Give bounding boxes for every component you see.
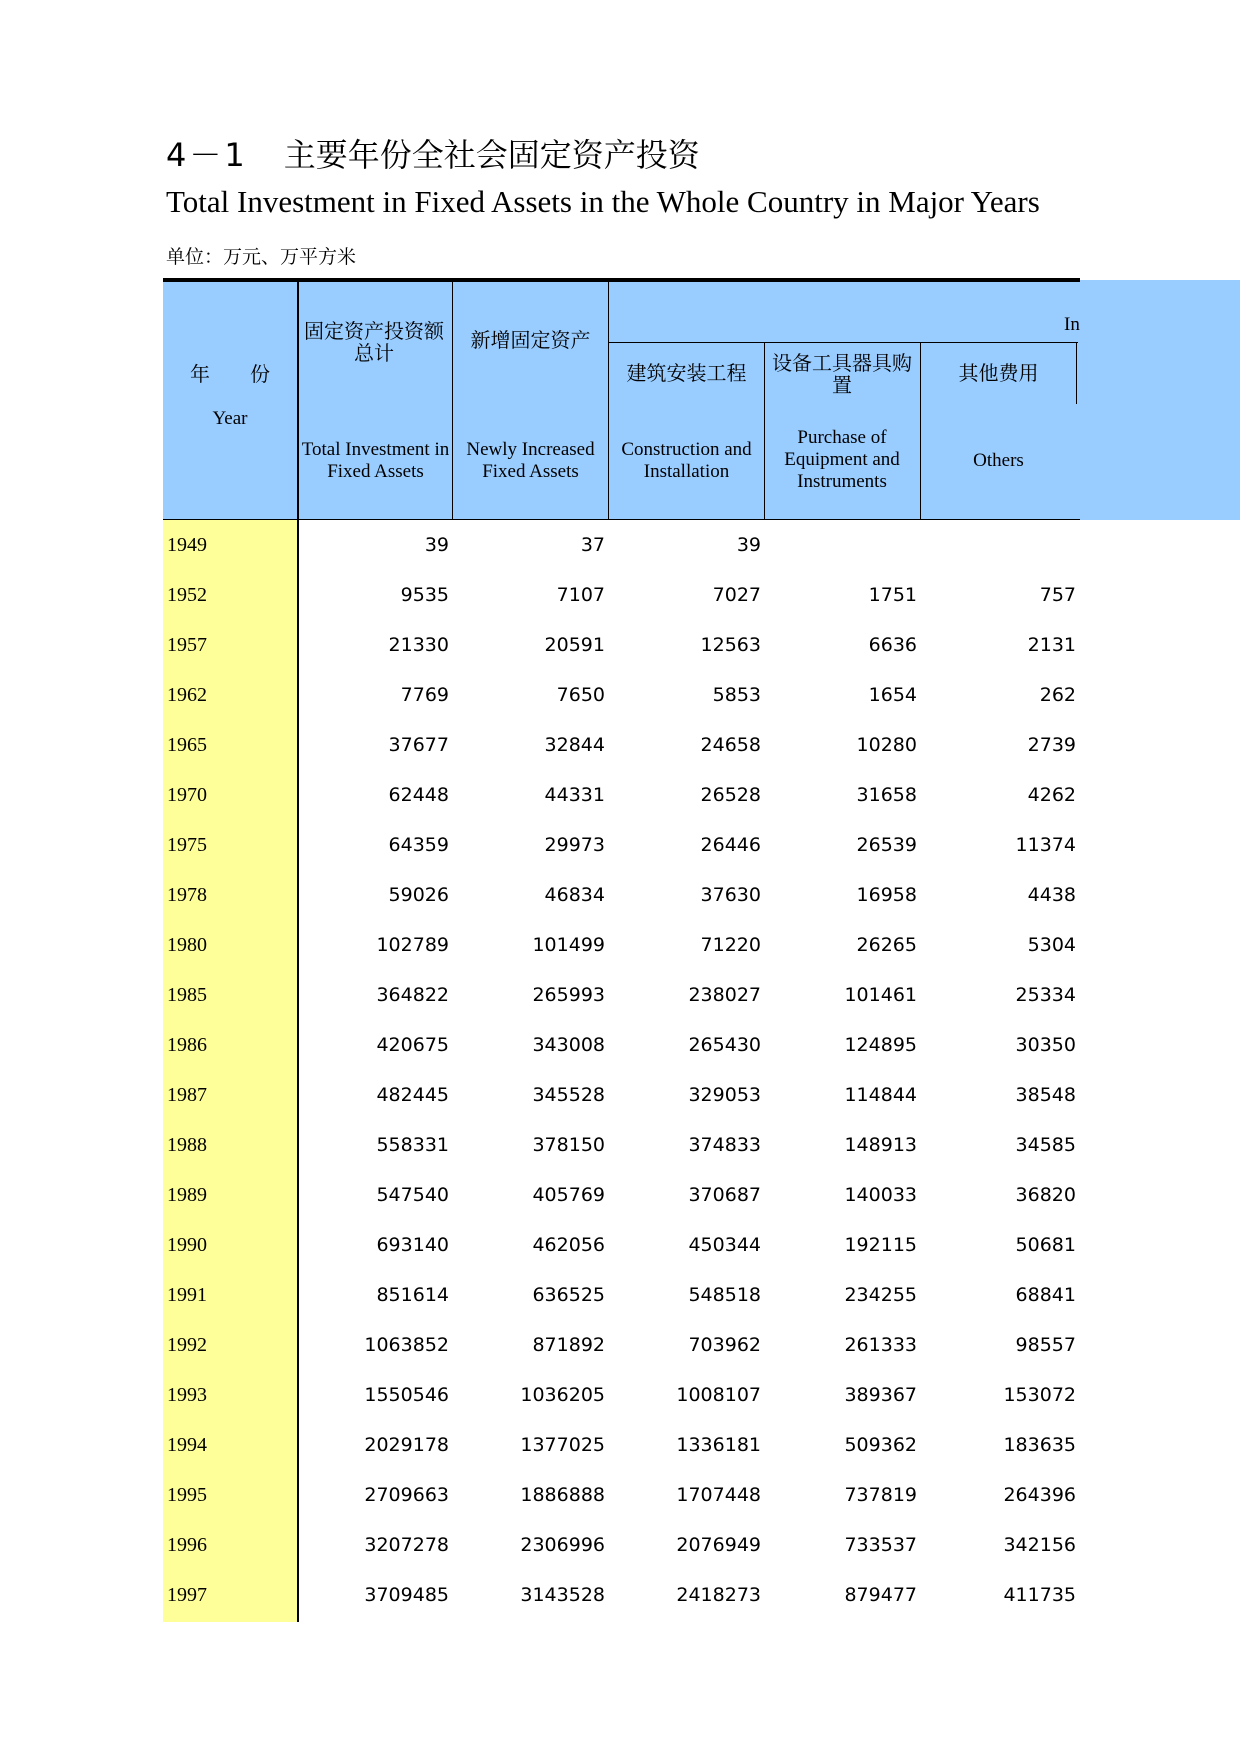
header-others-cn: 其他费用 bbox=[958, 361, 1039, 385]
others-cell: 30350 bbox=[1015, 1034, 1076, 1056]
unit-label: 单位：万元、万平方米 bbox=[166, 246, 357, 268]
header-construction-cn: 建筑安装工程 bbox=[626, 361, 747, 385]
header-construction-en: Construction and Installation bbox=[621, 439, 752, 482]
construction-cell: 1336181 bbox=[676, 1434, 761, 1456]
construction-cell: 26528 bbox=[700, 784, 761, 806]
page-title-english: Total Investment in Fixed Assets in the Whole Country in Major Years bbox=[166, 184, 1040, 219]
year-cell: 1978 bbox=[167, 884, 207, 906]
newly-increased-cell: 1036205 bbox=[520, 1384, 605, 1406]
others-cell: 25334 bbox=[1015, 984, 1076, 1006]
others-cell: 34585 bbox=[1015, 1134, 1076, 1156]
total-investment-cell: 9535 bbox=[400, 584, 449, 606]
table-row bbox=[163, 1320, 1080, 1370]
title-chinese-text: 主要年份全社会固定资产投资 bbox=[283, 136, 700, 174]
table-row bbox=[163, 570, 1080, 620]
construction-cell: 24658 bbox=[700, 734, 761, 756]
equipment-cell: 148913 bbox=[844, 1134, 917, 1156]
construction-cell: 265430 bbox=[688, 1034, 761, 1056]
newly-increased-cell: 37 bbox=[580, 534, 605, 556]
newly-increased-cell: 44331 bbox=[544, 784, 605, 806]
year-cell: 1952 bbox=[167, 584, 207, 606]
construction-cell: 329053 bbox=[688, 1084, 761, 1106]
others-cell: 264396 bbox=[1003, 1484, 1076, 1506]
construction-cell: 12563 bbox=[700, 634, 761, 656]
equipment-cell: 737819 bbox=[844, 1484, 917, 1506]
year-cell: 1996 bbox=[167, 1534, 207, 1556]
header-equipment-cn: 设备工具器具购置 bbox=[772, 351, 912, 397]
total-investment-cell: 64359 bbox=[388, 834, 449, 856]
newly-increased-cell: 462056 bbox=[532, 1234, 605, 1256]
total-investment-cell: 3709485 bbox=[364, 1584, 449, 1606]
construction-cell: 2076949 bbox=[676, 1534, 761, 1556]
equipment-cell: 879477 bbox=[844, 1584, 917, 1606]
total-investment-cell: 2709663 bbox=[364, 1484, 449, 1506]
construction-cell: 2418273 bbox=[676, 1584, 761, 1606]
table-row bbox=[163, 820, 1080, 870]
year-cell: 1986 bbox=[167, 1034, 207, 1056]
newly-increased-cell: 1886888 bbox=[520, 1484, 605, 1506]
construction-cell: 374833 bbox=[688, 1134, 761, 1156]
equipment-cell: 192115 bbox=[844, 1234, 917, 1256]
equipment-cell: 124895 bbox=[844, 1034, 917, 1056]
total-investment-cell: 364822 bbox=[376, 984, 449, 1006]
total-investment-cell: 851614 bbox=[376, 1284, 449, 1306]
header-total-en: Total Investment in Fixed Assets bbox=[301, 439, 450, 482]
table-row bbox=[163, 1070, 1080, 1120]
table-row bbox=[163, 870, 1080, 920]
table-row bbox=[163, 1420, 1080, 1470]
header-divider bbox=[452, 282, 453, 520]
header-total-cn: 固定资产投资额总计 bbox=[304, 319, 444, 365]
table-row bbox=[163, 970, 1080, 1020]
construction-cell: 1008107 bbox=[676, 1384, 761, 1406]
page-title-english-wrap bbox=[166, 184, 1080, 228]
header-divider bbox=[297, 282, 299, 520]
newly-increased-cell: 32844 bbox=[544, 734, 605, 756]
total-investment-cell: 482445 bbox=[376, 1084, 449, 1106]
table-row bbox=[163, 520, 1080, 570]
table-row bbox=[163, 1470, 1080, 1520]
others-cell: 36820 bbox=[1015, 1184, 1076, 1206]
total-investment-cell: 7769 bbox=[400, 684, 449, 706]
total-investment-cell: 1063852 bbox=[364, 1334, 449, 1356]
header-equipment-en: Purchase of Equipment and Instruments bbox=[784, 427, 900, 492]
others-cell: 411735 bbox=[1003, 1584, 1076, 1606]
year-cell: 1994 bbox=[167, 1434, 207, 1456]
construction-cell: 39 bbox=[736, 534, 761, 556]
year-cell: 1988 bbox=[167, 1134, 207, 1156]
table-row bbox=[163, 1220, 1080, 1270]
others-cell: 262 bbox=[1039, 684, 1076, 706]
construction-cell: 26446 bbox=[700, 834, 761, 856]
construction-cell: 238027 bbox=[688, 984, 761, 1006]
equipment-cell: 10280 bbox=[856, 734, 917, 756]
total-investment-cell: 3207278 bbox=[364, 1534, 449, 1556]
others-cell: 342156 bbox=[1003, 1534, 1076, 1556]
total-investment-cell: 2029178 bbox=[364, 1434, 449, 1456]
header-others-en: Others bbox=[973, 450, 1024, 471]
header-new-cn: 新增固定资产 bbox=[470, 328, 591, 352]
total-investment-cell: 102789 bbox=[376, 934, 449, 956]
table-row bbox=[163, 720, 1080, 770]
others-cell: 757 bbox=[1039, 584, 1076, 606]
others-cell: 98557 bbox=[1015, 1334, 1076, 1356]
total-investment-cell: 547540 bbox=[376, 1184, 449, 1206]
total-investment-cell: 59026 bbox=[388, 884, 449, 906]
table-row bbox=[163, 1020, 1080, 1070]
table-row bbox=[163, 1270, 1080, 1320]
table-row bbox=[163, 620, 1080, 670]
newly-increased-cell: 405769 bbox=[532, 1184, 605, 1206]
year-cell: 1985 bbox=[167, 984, 207, 1006]
total-investment-cell: 62448 bbox=[388, 784, 449, 806]
others-cell: 2739 bbox=[1027, 734, 1076, 756]
year-cell: 1991 bbox=[167, 1284, 207, 1306]
newly-increased-cell: 7650 bbox=[556, 684, 605, 706]
equipment-cell: 26265 bbox=[856, 934, 917, 956]
year-cell: 1990 bbox=[167, 1234, 207, 1256]
table-row bbox=[163, 1170, 1080, 1220]
equipment-cell: 261333 bbox=[844, 1334, 917, 1356]
year-cell: 1997 bbox=[167, 1584, 207, 1606]
header-divider bbox=[608, 282, 609, 520]
table-header bbox=[163, 282, 1080, 520]
total-investment-cell: 39 bbox=[424, 534, 449, 556]
equipment-cell: 101461 bbox=[844, 984, 917, 1006]
header-year-en: Year bbox=[212, 408, 248, 429]
newly-increased-cell: 101499 bbox=[532, 934, 605, 956]
year-cell: 1993 bbox=[167, 1384, 207, 1406]
year-cell: 1970 bbox=[167, 784, 207, 806]
others-cell: 2131 bbox=[1027, 634, 1076, 656]
newly-increased-cell: 378150 bbox=[532, 1134, 605, 1156]
total-investment-cell: 21330 bbox=[388, 634, 449, 656]
others-cell: 4438 bbox=[1027, 884, 1076, 906]
construction-cell: 450344 bbox=[688, 1234, 761, 1256]
equipment-cell: 234255 bbox=[844, 1284, 917, 1306]
year-cell: 1987 bbox=[167, 1084, 207, 1106]
others-cell: 50681 bbox=[1015, 1234, 1076, 1256]
construction-cell: 7027 bbox=[712, 584, 761, 606]
construction-cell: 703962 bbox=[688, 1334, 761, 1356]
others-cell: 5304 bbox=[1027, 934, 1076, 956]
others-cell bbox=[927, 520, 1076, 570]
construction-cell: 370687 bbox=[688, 1184, 761, 1206]
construction-cell: 5853 bbox=[712, 684, 761, 706]
total-investment-cell: 420675 bbox=[376, 1034, 449, 1056]
newly-increased-cell: 2306996 bbox=[520, 1534, 605, 1556]
newly-increased-cell: 343008 bbox=[532, 1034, 605, 1056]
year-cell: 1962 bbox=[167, 684, 207, 706]
year-cell: 1957 bbox=[167, 634, 207, 656]
header-year-cn: 年 份 bbox=[190, 362, 270, 386]
total-investment-cell: 693140 bbox=[376, 1234, 449, 1256]
header-new-en: Newly Increased Fixed Assets bbox=[466, 439, 595, 482]
year-cell: 1949 bbox=[167, 534, 207, 556]
newly-increased-cell: 29973 bbox=[544, 834, 605, 856]
others-cell: 183635 bbox=[1003, 1434, 1076, 1456]
group-header-rule bbox=[608, 342, 1078, 343]
newly-increased-cell: 7107 bbox=[556, 584, 605, 606]
table-row bbox=[163, 1370, 1080, 1420]
year-cell: 1992 bbox=[167, 1334, 207, 1356]
year-cell: 1980 bbox=[167, 934, 207, 956]
construction-cell: 1707448 bbox=[676, 1484, 761, 1506]
newly-increased-cell: 871892 bbox=[532, 1334, 605, 1356]
construction-cell: 71220 bbox=[700, 934, 761, 956]
page-title-chinese bbox=[166, 130, 700, 176]
header-overflow-band bbox=[1080, 280, 1240, 520]
newly-increased-cell: 636525 bbox=[532, 1284, 605, 1306]
equipment-cell: 31658 bbox=[856, 784, 917, 806]
equipment-cell: 114844 bbox=[844, 1084, 917, 1106]
others-cell: 11374 bbox=[1015, 834, 1076, 856]
year-cell: 1989 bbox=[167, 1184, 207, 1206]
table-row bbox=[163, 920, 1080, 970]
equipment-cell: 1751 bbox=[868, 584, 917, 606]
year-cell: 1965 bbox=[167, 734, 207, 756]
equipment-cell: 140033 bbox=[844, 1184, 917, 1206]
equipment-cell: 1654 bbox=[868, 684, 917, 706]
others-cell: 153072 bbox=[1003, 1384, 1076, 1406]
construction-cell: 548518 bbox=[688, 1284, 761, 1306]
equipment-cell bbox=[771, 520, 917, 570]
table-row bbox=[163, 1570, 1080, 1620]
year-cell: 1975 bbox=[167, 834, 207, 856]
total-investment-cell: 1550546 bbox=[364, 1384, 449, 1406]
table-row bbox=[163, 1520, 1080, 1570]
header-group-label: In bbox=[1064, 314, 1080, 335]
table-row bbox=[163, 670, 1080, 720]
table-number: 4－1 bbox=[166, 136, 248, 174]
equipment-cell: 16958 bbox=[856, 884, 917, 906]
equipment-cell: 389367 bbox=[844, 1384, 917, 1406]
header-divider bbox=[764, 342, 765, 520]
newly-increased-cell: 20591 bbox=[544, 634, 605, 656]
others-cell: 38548 bbox=[1015, 1084, 1076, 1106]
equipment-cell: 26539 bbox=[856, 834, 917, 856]
equipment-cell: 509362 bbox=[844, 1434, 917, 1456]
newly-increased-cell: 46834 bbox=[544, 884, 605, 906]
newly-increased-cell: 265993 bbox=[532, 984, 605, 1006]
table-row bbox=[163, 1120, 1080, 1170]
year-cell: 1995 bbox=[167, 1484, 207, 1506]
newly-increased-cell: 3143528 bbox=[520, 1584, 605, 1606]
newly-increased-cell: 1377025 bbox=[520, 1434, 605, 1456]
table-row bbox=[163, 770, 1080, 820]
others-cell: 68841 bbox=[1015, 1284, 1076, 1306]
total-investment-cell: 558331 bbox=[376, 1134, 449, 1156]
header-divider bbox=[1076, 342, 1077, 404]
total-investment-cell: 37677 bbox=[388, 734, 449, 756]
others-cell: 4262 bbox=[1027, 784, 1076, 806]
equipment-cell: 733537 bbox=[844, 1534, 917, 1556]
newly-increased-cell: 345528 bbox=[532, 1084, 605, 1106]
equipment-cell: 6636 bbox=[868, 634, 917, 656]
construction-cell: 37630 bbox=[700, 884, 761, 906]
